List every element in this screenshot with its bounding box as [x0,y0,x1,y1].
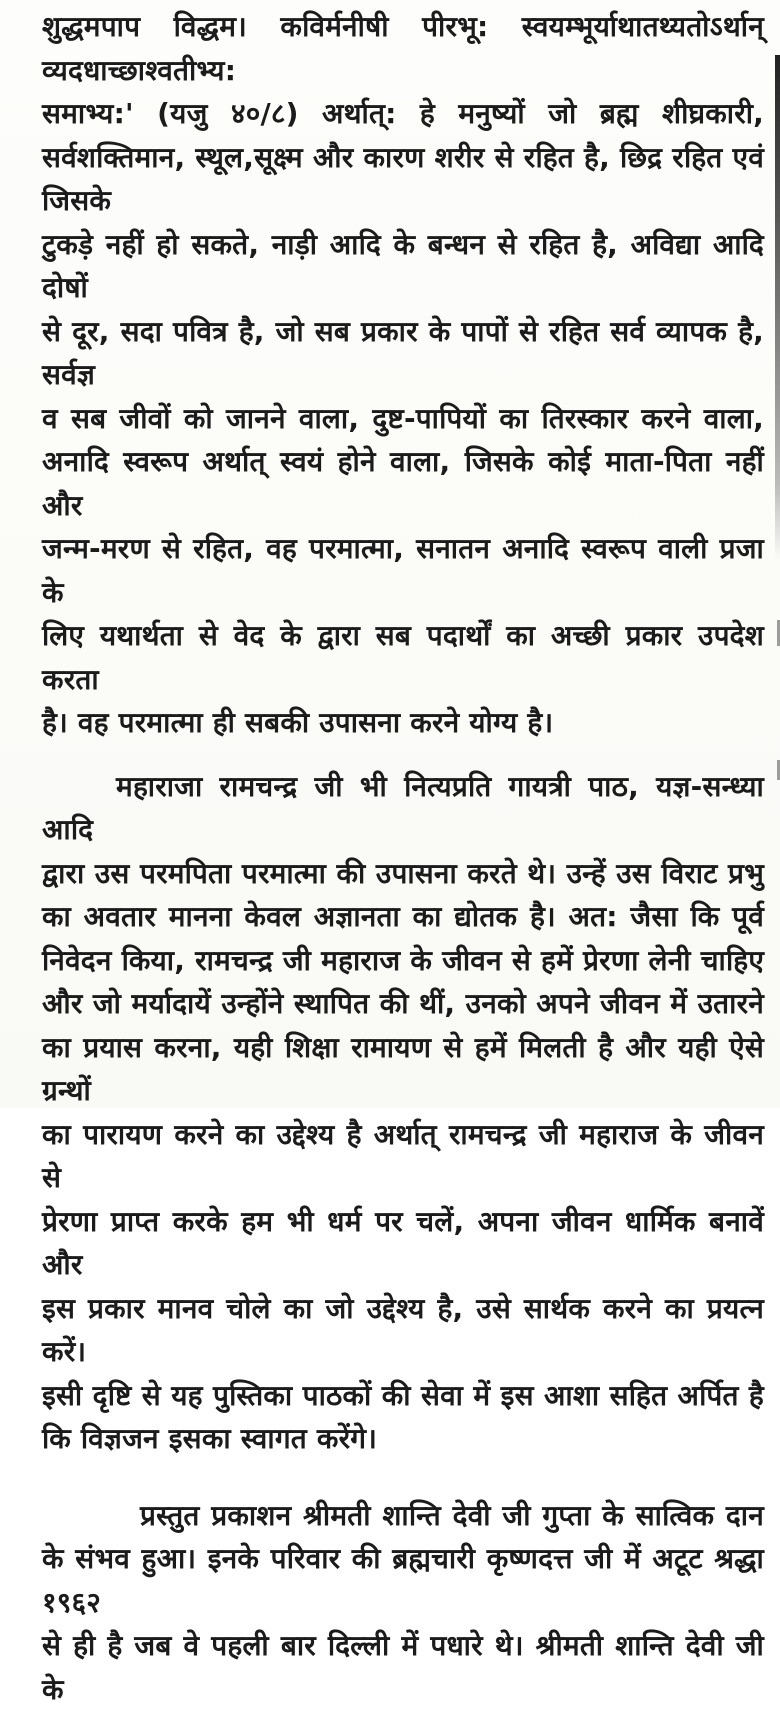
text-line: का पारायण करने का उद्देश्य है अर्थात् रामचन्द्र जी महाराज के जीवन से [42,1113,764,1200]
text-line: प्रस्तुत प्रकाशन श्रीमती शान्ति देवी जी गुप्ता के सात्विक दान [42,1494,764,1538]
text-line: कि विज्ञजन इसका स्वागत करेंगे। [42,1417,764,1461]
paragraph-3 [42,1494,764,1711]
text-line: से ही है जब वे पहली बार दिल्ली में पधारे थे। श्रीमती शान्ति देवी जी के [42,1624,764,1711]
text-line: अनादि स्वरूप अर्थात् स्वयं होने वाला, जिसके कोई माता-पिता नहीं और [42,440,764,527]
text-line: लिए यथार्थता से वेद के द्वारा सब पदार्थों का अच्छी प्रकार उपदेश करता [42,614,764,701]
paragraph-2 [42,765,764,1461]
text-line: महाराजा रामचन्द्र जी भी नित्यप्रति गायत्री पाठ, यज्ञ-सन्ध्या आदि [42,765,764,852]
text-line: सर्वशक्तिमान, स्थूल,सूक्ष्म और कारण शरीर से रहित है, छिद्र रहित एवं जिसके [42,136,764,223]
text-line: शुद्धमपाप विद्धम। कविर्मनीषी पीरभू: स्वयम्भूर्याथातथ्यतोऽर्थान् व्यदधाच्छाश्वतीभ्य: [42,5,764,92]
page-text-block [42,5,764,1711]
text-line: व सब जीवों को जानने वाला, दुष्ट-पापियों का तिरस्कार करने वाला, [42,397,764,441]
paragraph-1 [42,5,764,745]
text-line: इस प्रकार मानव चोले का जो उद्देश्य है, उसे सार्थक करने का प्रयत्न करें। [42,1287,764,1374]
text-line: द्वारा उस परमपिता परमात्मा की उपासना करते थे। उन्हें उस विराट प्रभु [42,852,764,896]
text-line: टुकड़े नहीं हो सकते, नाड़ी आदि के बन्धन से रहित है, अविद्या आदि दोषों [42,223,764,310]
text-line: का अवतार मानना केवल अज्ञानता का द्योतक है। अत: जैसा कि पूर्व [42,895,764,939]
text-line: इसी दृष्टि से यह पुस्तिका पाठकों की सेवा में इस आशा सहित अर्पित है [42,1374,764,1418]
text-line: प्रेरणा प्राप्त करके हम भी धर्म पर चलें, अपना जीवन धार्मिक बनावें और [42,1200,764,1287]
text-line: है। वह परमात्मा ही सबकी उपासना करने योग्य है। [42,701,764,745]
text-line: का प्रयास करना, यही शिक्षा रामायण से हमें मिलती है और यही ऐसे ग्रन्थों [42,1026,764,1113]
text-line: जन्म-मरण से रहित, वह परमात्मा, सनातन अनादि स्वरूप वाली प्रजा के [42,527,764,614]
text-line: समाभ्य:' (यजु ४०/८) अर्थात्: हे मनुष्यों जो ब्रह्म शीघ्रकारी, [42,92,764,136]
text-line: के संभव हुआ। इनके परिवार की ब्रह्मचारी कृष्णदत्त जी में अटूट श्रद्धा १९६२ [42,1537,764,1624]
text-line: से दूर, सदा पवित्र है, जो सब प्रकार के पापों से रहित सर्व व्यापक है, सर्वज्ञ [42,310,764,397]
text-line: और जो मर्यादायें उन्होंने स्थापित की थीं, उनको अपने जीवन में उतारने [42,982,764,1026]
scan-edge-artifact [775,55,780,560]
text-line: निवेदन किया, रामचन्द्र जी महाराज के जीवन से हमें प्रेरणा लेनी चाहिए [42,939,764,983]
